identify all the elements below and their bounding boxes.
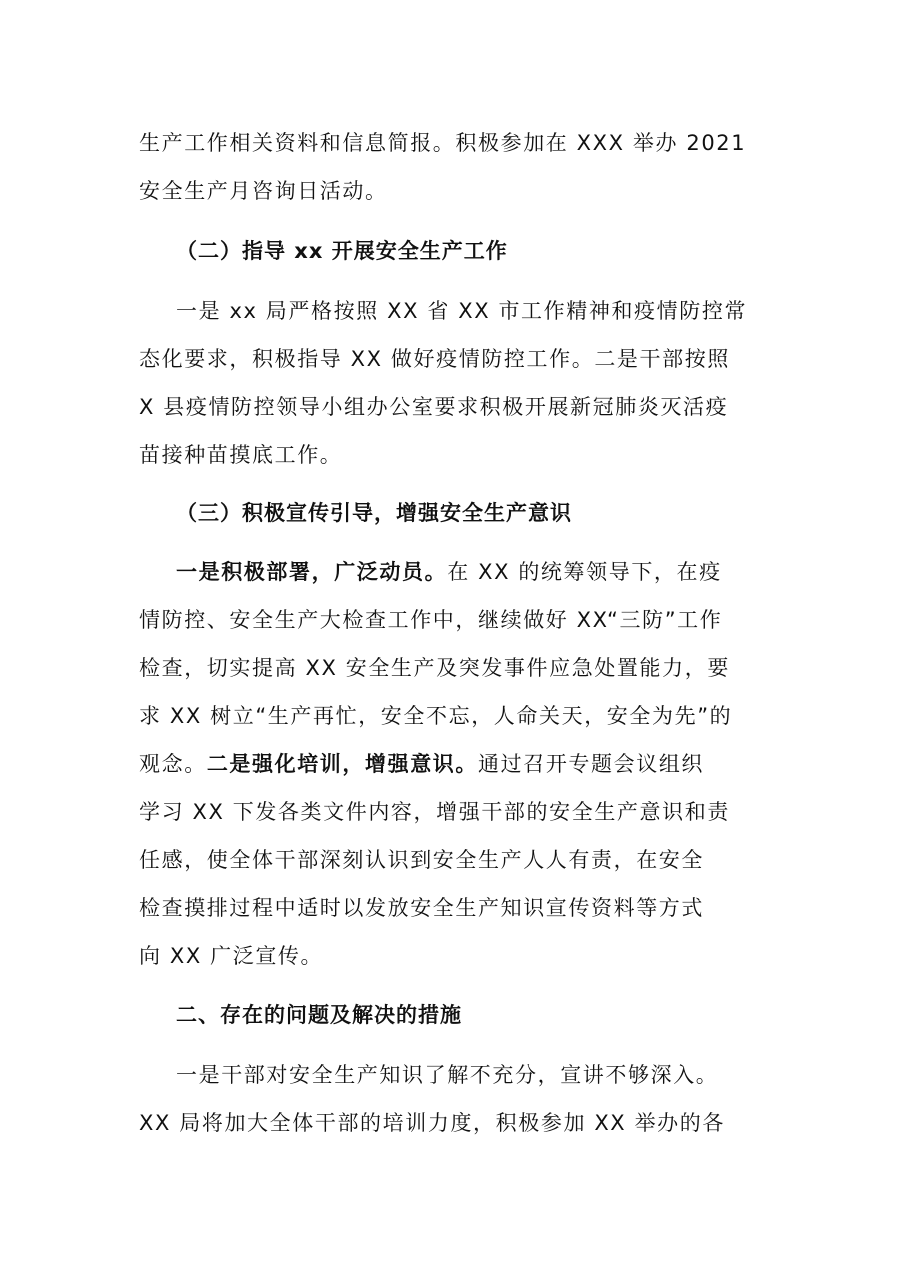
paragraph-line: X 县疫情防控领导小组办公室要求积极开展新冠肺炎灭活疫 bbox=[139, 395, 729, 419]
paragraph-line: 生产工作相关资料和信息简报。积极参加在 XXX 举办 2021 bbox=[139, 131, 747, 155]
paragraph-line: 一是干部对安全生产知识了解不充分，宣讲不够深入。 bbox=[176, 1063, 719, 1087]
paragraph-text: 观念。 bbox=[139, 752, 207, 776]
paragraph-lead-bold: 二是强化培训，增强意识。 bbox=[206, 752, 479, 776]
paragraph-line: 检查摸排过程中适时以发放安全生产知识宣传资料等方式 bbox=[139, 896, 704, 920]
paragraph-line: 苗接种苗摸底工作。 bbox=[139, 443, 343, 467]
paragraph-line: 一是 xx 局严格按照 XX 省 XX 市工作精神和疫情防控常 bbox=[176, 299, 748, 323]
paragraph-text: 在 XX 的统筹领导下，在疫 bbox=[447, 560, 722, 584]
paragraph-line bbox=[139, 749, 779, 779]
paragraph-line: 向 XX 广泛宣传。 bbox=[139, 944, 324, 968]
section-heading-3: （三）积极宣传引导，增强安全生产意识 bbox=[176, 501, 572, 525]
paragraph-line: 学习 XX 下发各类文件内容，增强干部的安全生产意识和责 bbox=[139, 800, 730, 824]
paragraph-lead-bold: 一是积极部署，广泛动员。 bbox=[176, 560, 448, 584]
paragraph-text: 通过召开专题会议组织 bbox=[478, 752, 705, 776]
paragraph-line: XX 局将加大全体干部的培训力度，积极参加 XX 举办的各 bbox=[139, 1111, 725, 1135]
paragraph-line: 求 XX 树立“生产再忙，安全不忘，人命关天，安全为先”的 bbox=[139, 704, 733, 728]
section-heading-2: （二）指导 xx 开展安全生产工作 bbox=[176, 239, 508, 263]
section-heading-main: 二、存在的问题及解决的措施 bbox=[176, 1003, 462, 1027]
paragraph-line: 安全生产月咨询日活动。 bbox=[139, 179, 388, 203]
paragraph-line: 情防控、安全生产大检查工作中，继续做好 XX“三防”工作 bbox=[139, 608, 723, 632]
paragraph-line bbox=[176, 557, 779, 587]
paragraph-line: 态化要求，积极指导 XX 做好疫情防控工作。二是干部按照 bbox=[139, 347, 730, 371]
paragraph-line: 任感，使全体干部深刻认识到安全生产人人有责，在安全 bbox=[139, 848, 704, 872]
paragraph-line: 检查，切实提高 XX 安全生产及突发事件应急处置能力，要 bbox=[139, 656, 730, 680]
